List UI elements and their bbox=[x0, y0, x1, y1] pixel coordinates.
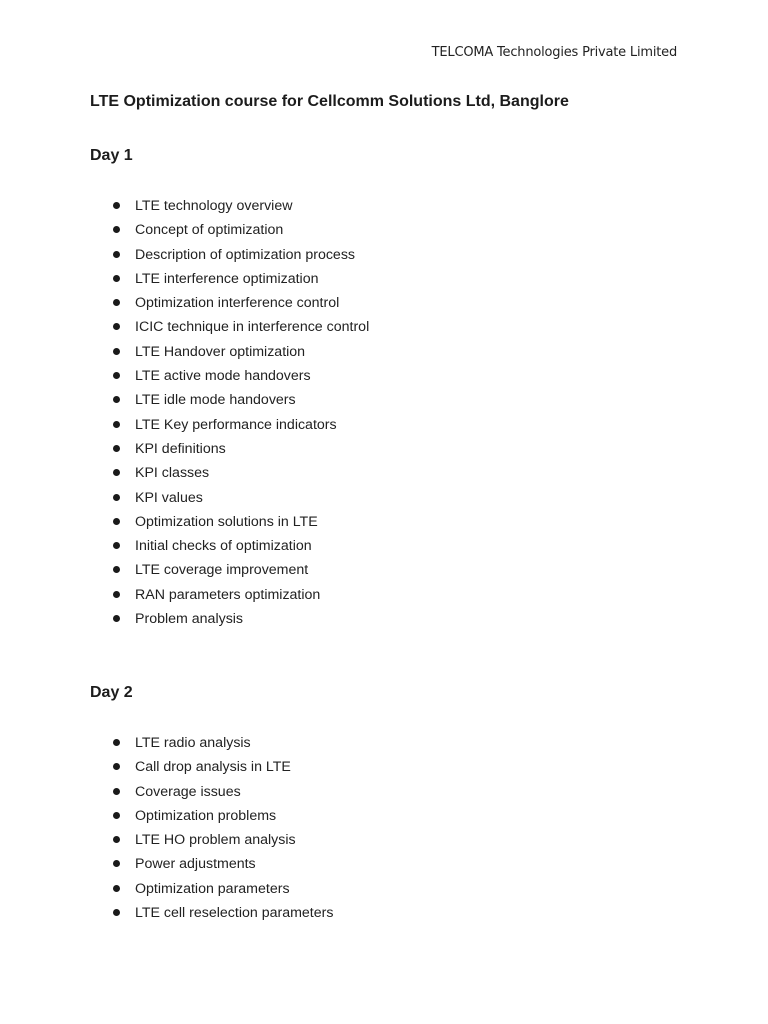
topic-list-item bbox=[0, 855, 333, 879]
topic-list-item bbox=[0, 537, 369, 561]
bullet-icon bbox=[113, 445, 120, 452]
topic-label: KPI definitions bbox=[135, 440, 226, 457]
topic-list-item bbox=[0, 416, 369, 440]
topic-label: Description of optimization process bbox=[135, 246, 356, 263]
topic-label: Power adjustments bbox=[135, 856, 256, 873]
bullet-icon bbox=[113, 909, 120, 916]
topic-list-item bbox=[0, 221, 369, 245]
topic-list-item bbox=[0, 391, 369, 415]
topic-label: Initial checks of optimization bbox=[135, 538, 312, 555]
bullet-icon bbox=[113, 836, 120, 843]
topic-label: LTE Handover optimization bbox=[135, 343, 306, 360]
bullet-icon bbox=[113, 494, 120, 501]
topic-label: RAN parameters optimization bbox=[135, 586, 321, 603]
topic-label: LTE coverage improvement bbox=[135, 562, 309, 579]
bullet-icon bbox=[113, 251, 120, 258]
topic-list-item bbox=[0, 294, 369, 318]
document-title: LTE Optimization course for Cellcomm Solutions Ltd, Banglore bbox=[90, 93, 569, 110]
day-1-topic-list bbox=[0, 197, 369, 634]
bullet-icon bbox=[113, 591, 120, 598]
topic-list-item bbox=[0, 513, 369, 537]
bullet-icon bbox=[113, 348, 120, 355]
topic-label: Optimization parameters bbox=[135, 880, 290, 897]
topic-list-item bbox=[0, 246, 369, 270]
topic-label: Coverage issues bbox=[135, 783, 241, 800]
bullet-icon bbox=[113, 615, 120, 622]
bullet-icon bbox=[113, 299, 120, 306]
bullet-icon bbox=[113, 739, 120, 746]
topic-label: Call drop analysis in LTE bbox=[135, 759, 291, 776]
topic-list-item bbox=[0, 783, 333, 807]
header-organization: TELCOMA Technologies Private Limited bbox=[431, 45, 677, 60]
topic-list-item bbox=[0, 561, 369, 585]
topic-list-item bbox=[0, 440, 369, 464]
bullet-icon bbox=[113, 518, 120, 525]
bullet-icon bbox=[113, 372, 120, 379]
bullet-icon bbox=[113, 566, 120, 573]
topic-label: LTE interference optimization bbox=[135, 270, 319, 287]
topic-list-item bbox=[0, 197, 369, 221]
topic-label: LTE radio analysis bbox=[135, 735, 251, 751]
topic-label: LTE cell reselection parameters bbox=[135, 905, 334, 922]
day-2-heading: Day 2 bbox=[90, 684, 133, 701]
bullet-icon bbox=[113, 421, 120, 428]
topic-list-item bbox=[0, 367, 369, 391]
topic-label: LTE active mode handovers bbox=[135, 368, 311, 385]
topic-list-item bbox=[0, 270, 369, 294]
topic-list-item bbox=[0, 904, 333, 928]
topic-list-item bbox=[0, 831, 333, 855]
topic-list-item bbox=[0, 489, 369, 513]
bullet-icon bbox=[113, 226, 120, 233]
topic-list-item bbox=[0, 734, 333, 758]
topic-list-item bbox=[0, 343, 369, 367]
bullet-icon bbox=[113, 202, 120, 209]
bullet-icon bbox=[113, 396, 120, 403]
bullet-icon bbox=[113, 763, 120, 770]
topic-label: KPI classes bbox=[135, 465, 210, 482]
topic-list-item bbox=[0, 758, 333, 782]
bullet-icon bbox=[113, 885, 120, 892]
topic-label: LTE idle mode handovers bbox=[135, 392, 296, 409]
bullet-icon bbox=[113, 812, 120, 819]
topic-label: Optimization problems bbox=[135, 807, 277, 824]
topic-list-item bbox=[0, 318, 369, 342]
bullet-icon bbox=[113, 788, 120, 795]
topic-list-item bbox=[0, 807, 333, 831]
topic-label: Optimization interference control bbox=[135, 295, 340, 312]
topic-label: Optimization solutions in LTE bbox=[135, 513, 318, 530]
topic-label: Concept of optimization bbox=[135, 222, 284, 239]
bullet-icon bbox=[113, 469, 120, 476]
topic-list-item bbox=[0, 880, 333, 904]
day-2-topic-list bbox=[0, 734, 333, 928]
topic-label: Problem analysis bbox=[135, 611, 244, 628]
topic-list-item bbox=[0, 464, 369, 488]
topic-label: LTE Key performance indicators bbox=[135, 416, 337, 433]
topic-label: LTE HO problem analysis bbox=[135, 832, 296, 849]
bullet-icon bbox=[113, 542, 120, 549]
topic-list-item bbox=[0, 586, 369, 610]
topic-label: ICIC technique in interference control bbox=[135, 319, 370, 336]
bullet-icon bbox=[113, 323, 120, 330]
topic-label: KPI values bbox=[135, 489, 203, 506]
topic-label: LTE technology overview bbox=[135, 198, 293, 214]
topic-list-item bbox=[0, 610, 369, 634]
bullet-icon bbox=[113, 860, 120, 867]
day-1-heading: Day 1 bbox=[90, 147, 133, 164]
bullet-icon bbox=[113, 275, 120, 282]
